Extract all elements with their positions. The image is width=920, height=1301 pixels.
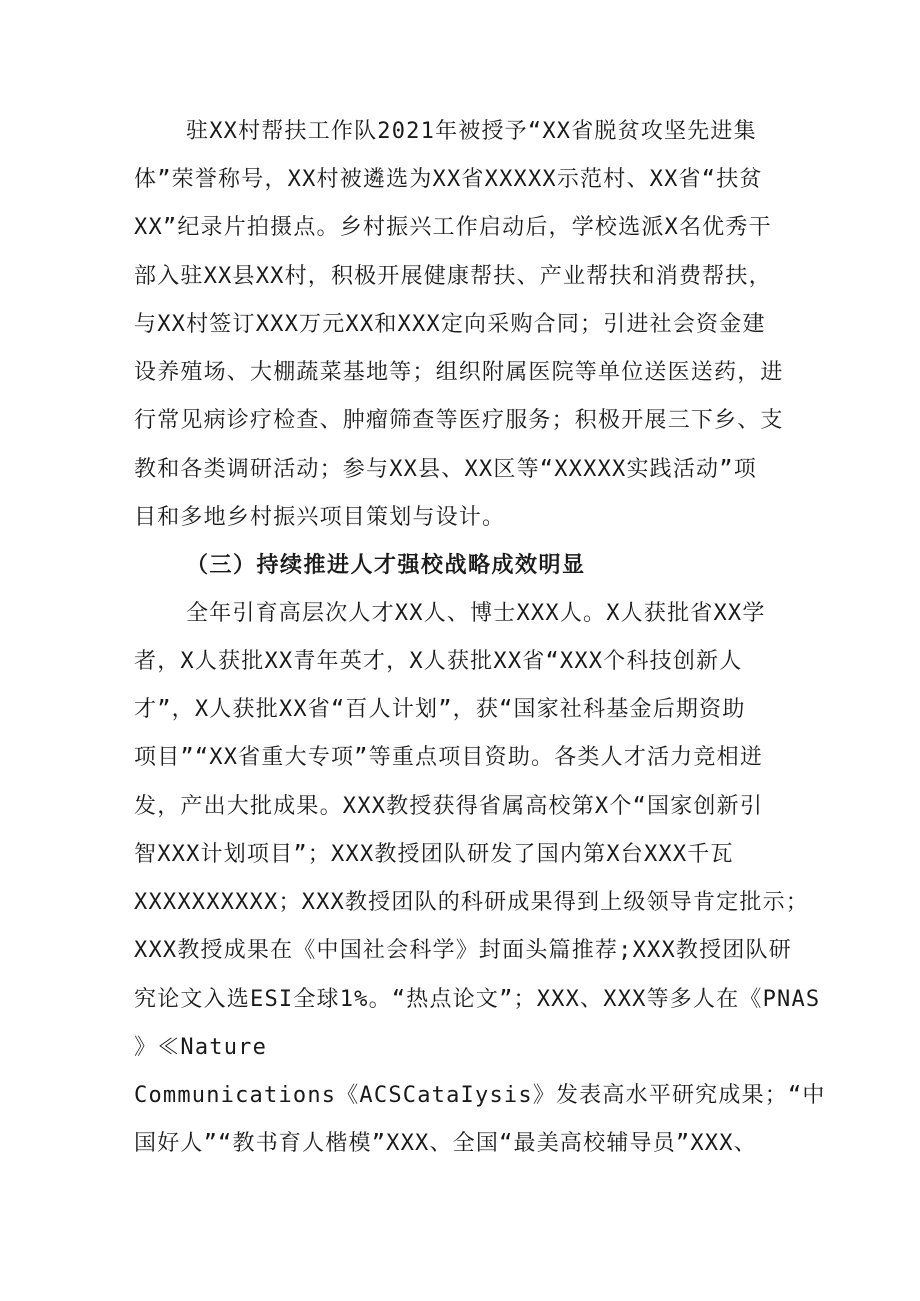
paragraph-line: 究论文入选ESI全球1%。“热点论文”；XXX、XXX等多人在《PNAS: [134, 987, 821, 1012]
paragraph-line: 发，产出大批成果。XXX教授获得省属高校第X个“国家创新引: [134, 794, 764, 819]
paragraph-line: 才”，X人获批XX省“百人计划”，获“国家社科基金后期资助: [134, 697, 746, 722]
paragraph-line: 目和多地乡村振兴项目策划与设计。: [134, 505, 506, 530]
paragraph-line: 国好人”“教书育人楷模”XXX、全国“最美高校辅导员”XXX、: [134, 1131, 757, 1156]
paragraph-line: 驻XX村帮扶工作队2021年被授予“XX省脱贫攻坚先进集: [186, 119, 757, 144]
paragraph-line: 教和各类调研活动；参与XX县、XX区等“XXXXX实践活动”项: [134, 457, 757, 482]
paragraph-line: 者，X人获批XX青年英才，X人获批XX省“XXX个科技创新人: [134, 649, 743, 674]
paragraph-line: XXX教授成果在《中国社会科学》封面头篇推荐;XXX教授团队研: [134, 938, 792, 963]
paragraph-line: 体”荣誉称号，XX村被遴选为XX省XXXXX示范村、XX省“扶贫: [134, 167, 763, 192]
paragraph-line: 行常见病诊疗检查、肿瘤筛查等医疗服务；积极开展三下乡、支: [134, 408, 784, 433]
paragraph-line: XXXXXXXXXX；XXX教授团队的科研成果得到上级领导肯定批示；: [134, 890, 809, 915]
paragraph-line: 与XX村签订XXX万元XX和XXX定向采购合同；引进社会资金建: [134, 312, 766, 337]
paragraph-line: XX”纪录片拍摄点。乡村振兴工作启动后，学校选派X名优秀干: [134, 215, 772, 240]
paragraph-line: 项目”“XX省重大专项”等重点项目资助。各类人才活力竞相迸: [134, 745, 764, 770]
paragraph-line: 设养殖场、大棚蔬菜基地等；组织附属医院等单位送医送药，进: [134, 360, 784, 385]
paragraph-line: Communications《ACSCataIysis》发表高水平研究成果；“中: [134, 1083, 826, 1108]
paragraph-line: 全年引育高层次人才XX人、博士XXX人。X人获批省XX学: [186, 601, 766, 626]
section-heading: （三）持续推进人才强校战略成效明显: [186, 553, 586, 578]
paragraph-line: 部入驻XX县XX村，积极开展健康帮扶、产业帮扶和消费帮扶，: [134, 264, 772, 289]
paragraph-line: 》≪Nature: [134, 1035, 268, 1060]
paragraph-line: 智XXX计划项目”；XXX教授团队研发了国内第X台XXX千瓦: [134, 842, 734, 867]
